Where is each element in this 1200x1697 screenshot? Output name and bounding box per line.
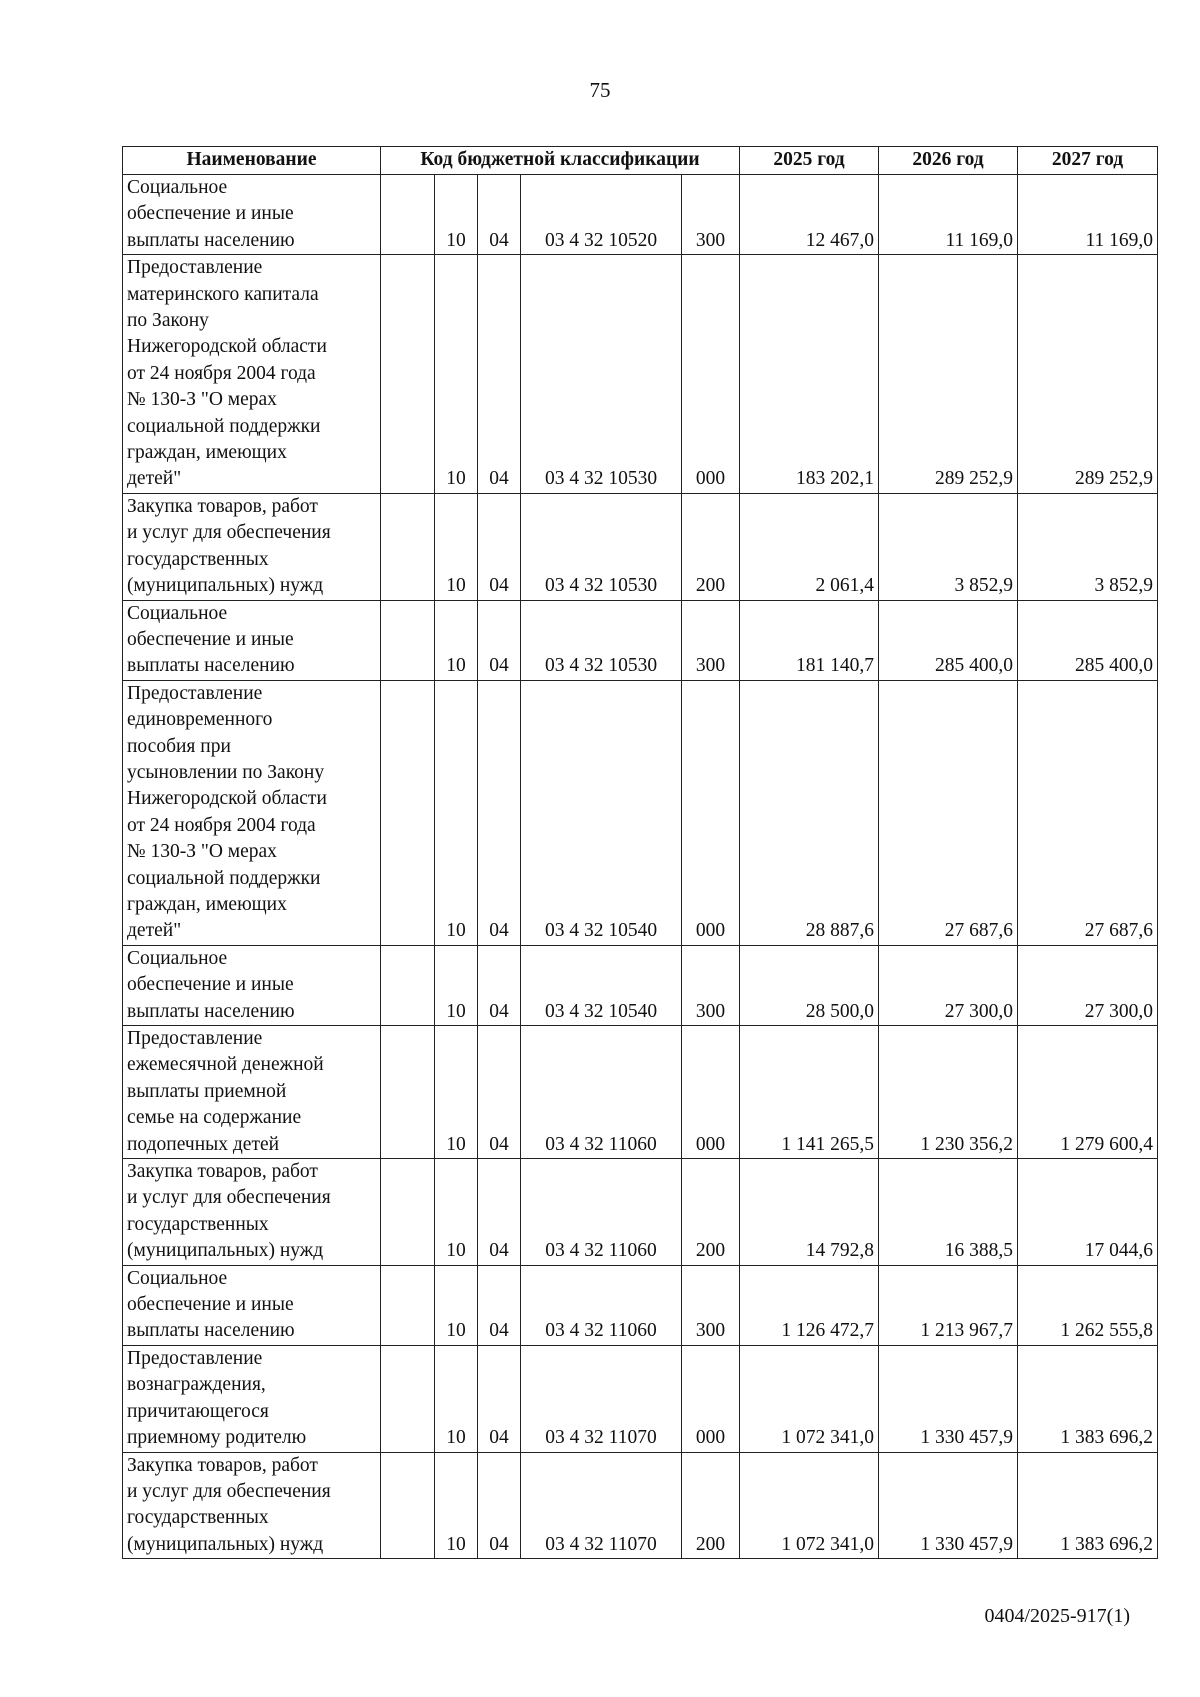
code-expense-type: 200 bbox=[682, 493, 740, 600]
amount-2026: 27 300,0 bbox=[879, 945, 1018, 1025]
code-razdel: 10 bbox=[435, 1026, 478, 1159]
row-name-line: от 24 ноября 2004 года bbox=[127, 362, 316, 384]
table-row bbox=[123, 1026, 1158, 1159]
code-blank-cell bbox=[381, 1345, 435, 1452]
row-name-line: № 130-З "О мерах bbox=[127, 389, 277, 411]
row-name-line: (муниципальных) нужд bbox=[127, 1533, 324, 1555]
amount-2025: 2 061,4 bbox=[740, 493, 879, 600]
table-row bbox=[123, 1345, 1158, 1452]
row-name-line: Предоставление bbox=[127, 257, 263, 279]
header-code: Код бюджетной классификации bbox=[381, 147, 740, 175]
header-2027: 2027 год bbox=[1018, 147, 1158, 175]
code-podrazdel: 04 bbox=[478, 600, 521, 680]
row-name-line: выплаты населению bbox=[127, 1320, 295, 1342]
code-razdel: 10 bbox=[435, 493, 478, 600]
amount-2025: 1 126 472,7 bbox=[740, 1265, 879, 1345]
code-target-article: 03 4 32 10540 bbox=[521, 945, 682, 1025]
row-name-line: детей" bbox=[127, 920, 182, 942]
row-name-line: Нижегородской области bbox=[127, 788, 327, 810]
code-podrazdel: 04 bbox=[478, 255, 521, 494]
row-name-line: граждан, имеющих bbox=[127, 893, 287, 915]
row-name-line: государственных bbox=[127, 1507, 269, 1529]
code-razdel: 10 bbox=[435, 255, 478, 494]
row-name-line: от 24 ноября 2004 года bbox=[127, 814, 316, 836]
row-name-line: выплаты населению bbox=[127, 1000, 295, 1022]
code-blank-cell bbox=[381, 1026, 435, 1159]
row-name-line: Предоставление bbox=[127, 682, 263, 704]
row-name-line: детей" bbox=[127, 468, 182, 490]
row-name-line: пособия при bbox=[127, 735, 231, 757]
row-name-line: и услуг для обеспечения bbox=[127, 522, 331, 544]
code-razdel: 10 bbox=[435, 1452, 478, 1559]
amount-2027: 27 687,6 bbox=[1018, 680, 1158, 945]
page-number: 75 bbox=[589, 78, 611, 102]
row-name bbox=[123, 493, 381, 600]
row-name bbox=[123, 600, 381, 680]
code-expense-type: 300 bbox=[682, 945, 740, 1025]
row-name-line: Закупка товаров, работ bbox=[127, 495, 318, 517]
row-name-line: Социальное bbox=[127, 1267, 228, 1289]
code-blank-cell bbox=[381, 1265, 435, 1345]
amount-2026: 3 852,9 bbox=[879, 493, 1018, 600]
row-name-line: граждан, имеющих bbox=[127, 442, 287, 464]
code-razdel: 10 bbox=[435, 680, 478, 945]
code-expense-type: 200 bbox=[682, 1452, 740, 1559]
row-name-line: и услуг для обеспечения bbox=[127, 1187, 331, 1209]
table-row bbox=[123, 493, 1158, 600]
row-name-line: (муниципальных) нужд bbox=[127, 1240, 324, 1262]
amount-2026: 11 169,0 bbox=[879, 175, 1018, 255]
amount-2026: 289 252,9 bbox=[879, 255, 1018, 494]
amount-2025: 181 140,7 bbox=[740, 600, 879, 680]
amount-2027: 1 262 555,8 bbox=[1018, 1265, 1158, 1345]
budget-table bbox=[122, 146, 1158, 1559]
row-name-line: Предоставление bbox=[127, 1028, 263, 1049]
code-blank-cell bbox=[381, 1452, 435, 1559]
row-name-line: Нижегородской области bbox=[127, 336, 327, 358]
code-expense-type: 000 bbox=[682, 1345, 740, 1452]
row-name-line: единовременного bbox=[127, 709, 273, 731]
row-name bbox=[123, 1159, 381, 1266]
code-target-article: 03 4 32 11070 bbox=[521, 1452, 682, 1559]
row-name bbox=[123, 1265, 381, 1345]
row-name-line: обеспечение и иные bbox=[127, 628, 294, 650]
code-razdel: 10 bbox=[435, 175, 478, 255]
row-name-line: Социальное bbox=[127, 602, 228, 624]
code-blank-cell bbox=[381, 493, 435, 600]
code-target-article: 03 4 32 11070 bbox=[521, 1345, 682, 1452]
amount-2027: 1 279 600,4 bbox=[1018, 1026, 1158, 1159]
row-name bbox=[123, 945, 381, 1025]
amount-2025: 14 792,8 bbox=[740, 1159, 879, 1266]
amount-2026: 1 330 457,9 bbox=[879, 1452, 1018, 1559]
row-name bbox=[123, 1452, 381, 1559]
row-name-line: приемному родителю bbox=[127, 1427, 307, 1449]
row-name-line: государственных bbox=[127, 1213, 269, 1235]
row-name-line: Предоставление bbox=[127, 1347, 263, 1369]
row-name-line: (муниципальных) нужд bbox=[127, 575, 324, 597]
code-blank-cell bbox=[381, 600, 435, 680]
code-target-article: 03 4 32 10520 bbox=[521, 175, 682, 255]
code-target-article: 03 4 32 10530 bbox=[521, 600, 682, 680]
row-name-line: Закупка товаров, работ bbox=[127, 1161, 318, 1183]
amount-2026: 1 213 967,7 bbox=[879, 1265, 1018, 1345]
row-name-line: социальной поддержки bbox=[127, 867, 321, 889]
amount-2026: 1 230 356,2 bbox=[879, 1026, 1018, 1159]
code-podrazdel: 04 bbox=[478, 175, 521, 255]
code-podrazdel: 04 bbox=[478, 1159, 521, 1266]
amount-2027: 17 044,6 bbox=[1018, 1159, 1158, 1266]
document-number: 0404/2025-917(1) bbox=[984, 1605, 1130, 1627]
row-name bbox=[123, 680, 381, 945]
header-2026: 2026 год bbox=[879, 147, 1018, 175]
table-row bbox=[123, 1452, 1158, 1559]
header-2025: 2025 год bbox=[740, 147, 879, 175]
row-name-line: семье на содержание bbox=[127, 1107, 302, 1129]
code-target-article: 03 4 32 10540 bbox=[521, 680, 682, 945]
row-name-line: обеспечение и иные bbox=[127, 203, 294, 225]
code-expense-type: 200 bbox=[682, 1159, 740, 1266]
row-name-line: выплаты населению bbox=[127, 229, 295, 251]
amount-2026: 27 687,6 bbox=[879, 680, 1018, 945]
amount-2027: 1 383 696,2 bbox=[1018, 1345, 1158, 1452]
code-razdel: 10 bbox=[435, 945, 478, 1025]
code-podrazdel: 04 bbox=[478, 493, 521, 600]
code-podrazdel: 04 bbox=[478, 1265, 521, 1345]
code-razdel: 10 bbox=[435, 1159, 478, 1266]
code-target-article: 03 4 32 11060 bbox=[521, 1159, 682, 1266]
row-name-line: Закупка товаров, работ bbox=[127, 1454, 318, 1476]
code-blank-cell bbox=[381, 1159, 435, 1266]
code-razdel: 10 bbox=[435, 1345, 478, 1452]
code-razdel: 10 bbox=[435, 600, 478, 680]
code-podrazdel: 04 bbox=[478, 1026, 521, 1159]
code-expense-type: 300 bbox=[682, 1265, 740, 1345]
code-blank-cell bbox=[381, 175, 435, 255]
amount-2027: 289 252,9 bbox=[1018, 255, 1158, 494]
row-name-line: усыновлении по Закону bbox=[127, 761, 325, 783]
table-row bbox=[123, 680, 1158, 945]
code-blank-cell bbox=[381, 255, 435, 494]
row-name-line: социальной поддержки bbox=[127, 415, 321, 437]
code-expense-type: 000 bbox=[682, 1026, 740, 1159]
row-name-line: государственных bbox=[127, 548, 269, 570]
row-name-line: Социальное bbox=[127, 947, 228, 969]
row-name bbox=[123, 255, 381, 494]
row-name-line: обеспечение и иные bbox=[127, 974, 294, 996]
amount-2025: 28 500,0 bbox=[740, 945, 879, 1025]
code-podrazdel: 04 bbox=[478, 1345, 521, 1452]
row-name-line: № 130-З "О мерах bbox=[127, 841, 277, 863]
table-row bbox=[123, 255, 1158, 494]
code-target-article: 03 4 32 10530 bbox=[521, 493, 682, 600]
code-podrazdel: 04 bbox=[478, 945, 521, 1025]
row-name bbox=[123, 175, 381, 255]
row-name-line: по Закону bbox=[127, 310, 209, 332]
code-podrazdel: 04 bbox=[478, 680, 521, 945]
amount-2027: 27 300,0 bbox=[1018, 945, 1158, 1025]
table-row bbox=[123, 945, 1158, 1025]
code-target-article: 03 4 32 10530 bbox=[521, 255, 682, 494]
amount-2025: 1 141 265,5 bbox=[740, 1026, 879, 1159]
code-razdel: 10 bbox=[435, 1265, 478, 1345]
row-name-line: обеспечение и иные bbox=[127, 1294, 294, 1316]
code-expense-type: 000 bbox=[682, 255, 740, 494]
code-expense-type: 000 bbox=[682, 680, 740, 945]
row-name bbox=[123, 1345, 381, 1452]
table-body bbox=[123, 175, 1158, 1559]
code-target-article: 03 4 32 11060 bbox=[521, 1026, 682, 1159]
row-name-line: материнского капитала bbox=[127, 283, 319, 305]
amount-2025: 1 072 341,0 bbox=[740, 1345, 879, 1452]
code-target-article: 03 4 32 11060 bbox=[521, 1265, 682, 1345]
amount-2025: 183 202,1 bbox=[740, 255, 879, 494]
table-row bbox=[123, 600, 1158, 680]
row-name-line: ежемесячной денежной bbox=[127, 1054, 324, 1076]
code-blank-cell bbox=[381, 680, 435, 945]
amount-2027: 1 383 696,2 bbox=[1018, 1452, 1158, 1559]
amount-2025: 1 072 341,0 bbox=[740, 1452, 879, 1559]
amount-2027: 3 852,9 bbox=[1018, 493, 1158, 600]
table-row bbox=[123, 1159, 1158, 1266]
row-name-line: Социальное bbox=[127, 177, 228, 198]
code-blank-cell bbox=[381, 945, 435, 1025]
table-row bbox=[123, 1265, 1158, 1345]
amount-2026: 1 330 457,9 bbox=[879, 1345, 1018, 1452]
code-expense-type: 300 bbox=[682, 175, 740, 255]
row-name-line: выплаты приемной bbox=[127, 1080, 287, 1102]
amount-2027: 285 400,0 bbox=[1018, 600, 1158, 680]
table-header-row bbox=[123, 147, 1158, 175]
table-row bbox=[123, 175, 1158, 255]
row-name-line: вознаграждения, bbox=[127, 1374, 266, 1396]
amount-2025: 12 467,0 bbox=[740, 175, 879, 255]
amount-2026: 285 400,0 bbox=[879, 600, 1018, 680]
row-name-line: и услуг для обеспечения bbox=[127, 1480, 331, 1502]
row-name bbox=[123, 1026, 381, 1159]
row-name-line: подопечных детей bbox=[127, 1133, 280, 1155]
row-name-line: выплаты населению bbox=[127, 655, 295, 677]
code-expense-type: 300 bbox=[682, 600, 740, 680]
header-name: Наименование bbox=[123, 147, 381, 175]
row-name-line: причитающегося bbox=[127, 1400, 269, 1422]
code-podrazdel: 04 bbox=[478, 1452, 521, 1559]
amount-2026: 16 388,5 bbox=[879, 1159, 1018, 1266]
amount-2025: 28 887,6 bbox=[740, 680, 879, 945]
amount-2027: 11 169,0 bbox=[1018, 175, 1158, 255]
